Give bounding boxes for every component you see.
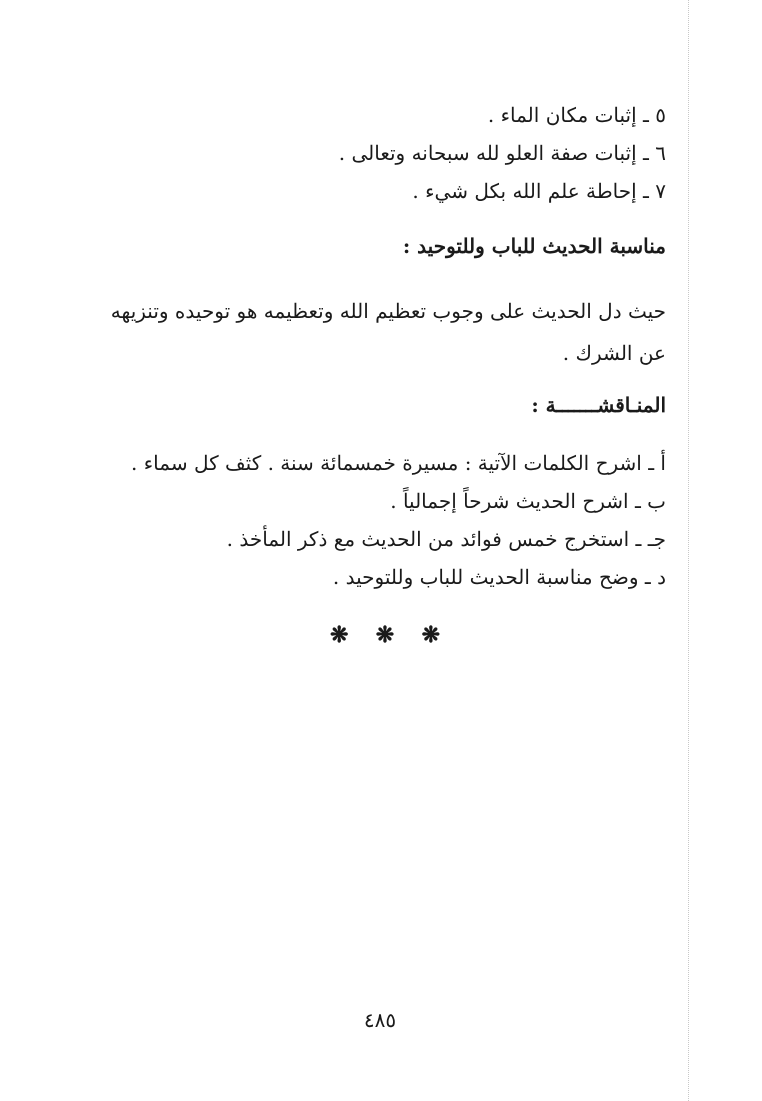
page-binding-edge: [688, 0, 689, 1101]
question-item: ب ـ اشرح الحديث شرحاً إجمالياً .: [390, 489, 666, 513]
discussion-questions: [96, 444, 666, 596]
asterism-icon: ❋: [330, 622, 349, 648]
intro-list: [96, 96, 666, 210]
intro-item: ٧ ـ إحاطة علم الله بكل شيء .: [412, 179, 666, 203]
asterism-icon: ❋: [375, 622, 395, 648]
question-item: أ ـ اشرح الكلمات الآتية : مسيرة خمسمائة سنة . كثف كل سماء .: [131, 451, 666, 475]
question-item: د ـ وضح مناسبة الحديث للباب وللتوحيد .: [332, 565, 666, 589]
asterism-icon: ❋: [421, 622, 440, 648]
question-item: جـ ـ استخرج خمس فوائد من الحديث مع ذكر المأخذ .: [226, 527, 666, 551]
page-number: ٤٨٥: [363, 1008, 397, 1032]
discussion-heading: المنـاقشـــــــة :: [531, 393, 666, 417]
intro-item: ٦ ـ إثبات صفة العلو لله سبحانه وتعالى .: [338, 141, 666, 165]
section-separator: [330, 622, 440, 648]
relevance-paragraph: حيث دل الحديث على وجوب تعظيم الله وتعظيمه هو توحيده وتنزيهه عن الشرك .: [110, 299, 666, 365]
intro-item: ٥ ـ إثبات مكان الماء .: [487, 103, 666, 127]
relevance-heading: مناسبة الحديث للباب وللتوحيد :: [402, 234, 666, 258]
